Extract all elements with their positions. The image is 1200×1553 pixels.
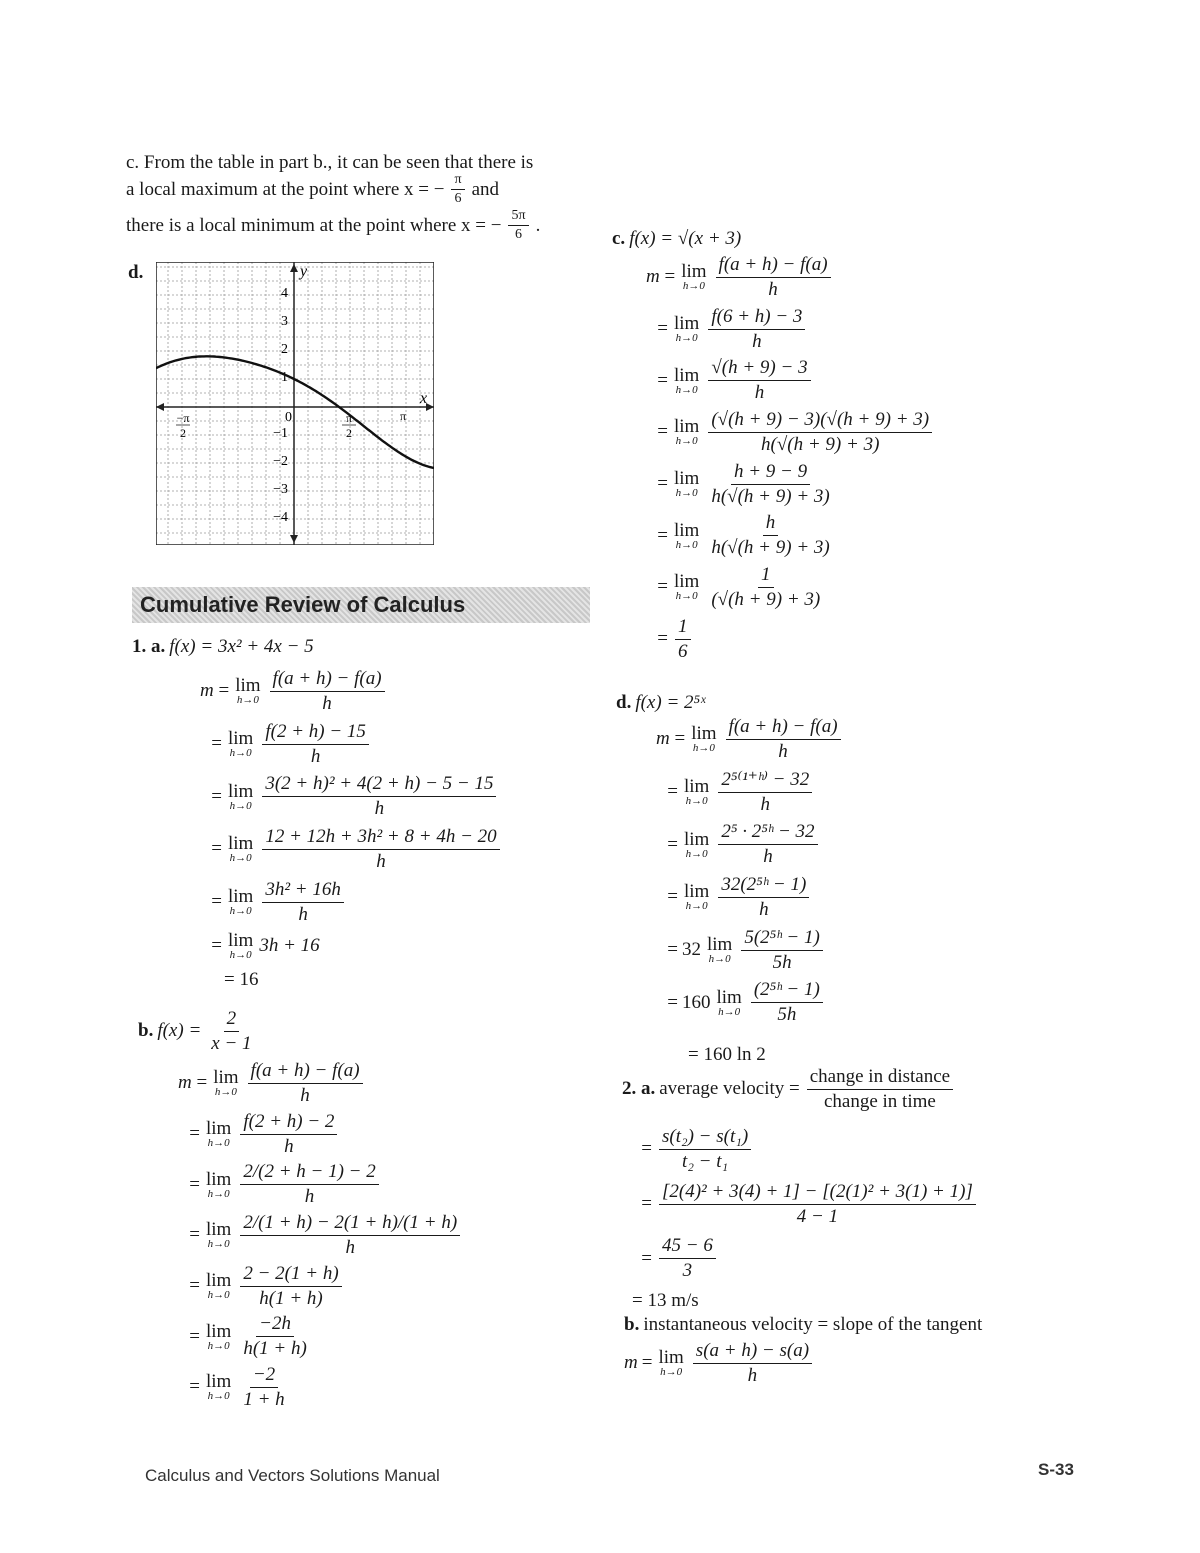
fraction: $\frac{-2}{1 + h}$ xyxy=(243,1364,285,1410)
section-banner: Cumulative Review of Calculus xyxy=(132,587,590,623)
limit: lim h→0 xyxy=(228,930,254,962)
y-axis-arrow-icon xyxy=(290,264,298,272)
derivation-line: = lim h→0 $\frac{2/(2 + h - 1) - 2}{h}$ xyxy=(178,1161,463,1208)
limit: lim h→0 xyxy=(658,1347,684,1379)
x-tick-label: 2 xyxy=(346,426,352,440)
part-c-line3: there is a local minimum at the point where x = − $\frac{5\pi}{6}$ . xyxy=(126,208,541,243)
fraction: $\frac{f(a + h) - f(a)}{h}$ xyxy=(270,668,385,715)
y-tick-label: −4 xyxy=(273,510,288,525)
derivation-line: = 160 lim h→0 $\frac{\text{(2⁵ʰ − 1)}}{5h}$ xyxy=(656,979,844,1026)
limit: lim h→0 xyxy=(228,886,254,918)
q2b-formula: m = lim h→0 $\frac{s(a + h) - s(a)}{h}$ xyxy=(624,1340,815,1387)
x-tick-label: 2 xyxy=(180,426,186,440)
y-tick-label: −1 xyxy=(273,426,288,441)
limit: lim h→0 xyxy=(674,416,700,448)
part-c-line2: a local maximum at the point where x = − $\frac{\pi}{6}$ and xyxy=(126,172,499,207)
q2b-header: b. instantaneous velocity = slope of the tangent xyxy=(624,1314,983,1335)
derivation-line: = lim h→0 $\frac{2 - 2(1 + h)}{h(1 + h)}$ xyxy=(178,1263,463,1310)
fraction: $\frac{\text{s(t₂) − s(t₁)}}{\text{t₂ − t₁}}$ xyxy=(659,1126,751,1173)
q1b-header: b. f(x) = $\frac{2}{x - 1}$ xyxy=(138,1008,258,1055)
limit: lim h→0 xyxy=(707,934,733,966)
derivation-line: = $\frac{\text{[2(4)² + 3(4) + 1] − [(2(1)² + 3(1) + 1)]}}{4 - 1}$ xyxy=(630,1181,979,1228)
derivation-line: = $\frac{\text{s(t₂) − s(t₁)}}{\text{t₂ − t₁}}$ xyxy=(630,1126,979,1173)
limit: lim h→0 xyxy=(684,776,710,808)
derivation-line: = lim h→0 $\frac{f(6 + h) - 3}{h}$ xyxy=(646,306,935,353)
x-axis-label: x xyxy=(420,390,428,407)
q2a-header: 2. a. average velocity = $\frac{\text{change in distance}}{\text{change in time}}$ xyxy=(622,1066,956,1113)
fraction: $\frac{h + 9 - 9}{h(√(h + 9) + 3)}$ xyxy=(711,460,830,507)
function-graph xyxy=(156,262,434,545)
q1c-header: c. f(x) = √(x + 3) xyxy=(612,228,742,249)
fraction: $\frac{\text{12 + 12h + 3h² + 8 + 4h − 20}}{h}$ xyxy=(262,826,499,873)
fraction: $\frac{f(a + h) - f(a)}{h}$ xyxy=(716,254,831,301)
derivation-line: = lim h→0 $\frac{\text{32(2⁵ʰ − 1)}}{h}$ xyxy=(656,874,844,921)
fraction: $\frac{h}{h(√(h + 9) + 3)}$ xyxy=(711,512,830,559)
limit: lim h→0 xyxy=(674,364,700,396)
fraction: $\frac{\text{3h² + 16h}}{h}$ xyxy=(262,879,344,926)
fraction: $\frac{2}{x - 1}$ xyxy=(211,1008,252,1054)
derivation-line: m = lim h→0 $\frac{f(a + h) - f(a)}{h}$ xyxy=(646,254,935,301)
fraction: $\frac{1}{(√(h + 9) + 3)}$ xyxy=(711,564,821,610)
limit: lim h→0 xyxy=(206,1168,232,1200)
derivation-line: m = lim h→0 $\frac{f(a + h) - f(a)}{h}$ xyxy=(178,1060,463,1107)
limit: lim h→0 xyxy=(674,468,700,500)
limit: lim h→0 xyxy=(228,780,254,812)
limit: lim h→0 xyxy=(716,986,742,1018)
fraction: $\frac{1}{6}$ xyxy=(675,616,691,663)
fraction: $\frac{\text{5(2⁵ʰ − 1)}}{5h}$ xyxy=(741,927,822,974)
fraction: $\frac{\pi}{6}$ xyxy=(451,172,464,207)
derivation-result: = 16 xyxy=(224,969,259,991)
x-axis-arrow-left-icon xyxy=(156,403,164,411)
limit: lim h→0 xyxy=(206,1371,232,1403)
derivation-line: = lim h→0 $\frac{\text{3h² + 16h}}{h}$ xyxy=(200,879,503,926)
limit: lim h→0 xyxy=(674,519,700,551)
fraction: $\frac{\text{[2(4)² + 3(4) + 1] − [(2(1)² + 3(1) + 1)]}}{4 - 1}$ xyxy=(659,1181,976,1228)
q1d-derivation xyxy=(656,716,844,1032)
y-tick-label: −2 xyxy=(273,454,288,469)
q2a-result: = 13 m/s xyxy=(632,1290,699,1311)
x-axis-arrow-icon xyxy=(426,403,434,411)
fraction: $\frac{\text{2⁵ · 2⁵ʰ − 32}}{h}$ xyxy=(718,821,817,868)
derivation-line: = lim h→0 $\frac{f(2 + h) - 2}{h}$ xyxy=(178,1111,463,1158)
derivation-line: m = lim h→0 $\frac{f(a + h) - f(a)}{h}$ xyxy=(200,668,503,715)
y-tick-label: 0 xyxy=(285,410,292,425)
grid xyxy=(156,262,434,545)
limit: lim h→0 xyxy=(684,828,710,860)
derivation-line: = $\frac{45 - 6}{3}$ xyxy=(630,1235,979,1282)
y-tick-label: 3 xyxy=(281,314,288,329)
limit: lim h→0 xyxy=(684,881,710,913)
q1d-result: = 160 ln 2 xyxy=(688,1044,766,1065)
fraction: $\frac{\text{2⁵⁽¹⁺ʰ⁾ − 32}}{h}$ xyxy=(718,769,812,816)
fraction: $\frac{f(a + h) - f(a)}{h}$ xyxy=(726,716,841,763)
fraction: $\frac{45 - 6}{3}$ xyxy=(659,1235,716,1282)
derivation-result: = $\frac{1}{6}$ xyxy=(646,616,935,663)
limit: lim h→0 xyxy=(206,1118,232,1150)
page-number: S-33 xyxy=(1038,1460,1074,1479)
derivation-line: = lim h→0 $\frac{\text{12 + 12h + 3h² + 8 + 4h − 20}}{h}$ xyxy=(200,826,503,873)
derivation-line: = lim h→0 $\frac{\text{2⁵ · 2⁵ʰ − 32}}{h}$ xyxy=(656,821,844,868)
y-tick-label: 2 xyxy=(281,342,288,357)
fraction: $\frac{f(a + h) - f(a)}{h}$ xyxy=(248,1060,363,1107)
derivation-line: = lim h→0 $\frac{-2h}{h(1 + h)}$ xyxy=(178,1313,463,1360)
derivation-line: = lim h→0 $\frac{2/(1 + h) - 2(1 + h)/(1 + h)}{h}$ xyxy=(178,1212,463,1259)
x-tick-label: π xyxy=(345,411,353,425)
q1a-derivation xyxy=(200,668,503,991)
limit: lim h→0 xyxy=(213,1067,239,1099)
fraction: $\frac{2/(2 + h - 1) - 2}{h}$ xyxy=(240,1161,378,1208)
limit: lim h→0 xyxy=(681,261,707,293)
fraction: $\frac{\text{3(2 + h)² + 4(2 + h) − 5 − 15}}{h}$ xyxy=(262,773,496,820)
fraction: $\frac{s(a + h) - s(a)}{h}$ xyxy=(693,1340,812,1387)
fraction: $\frac{f(2 + h) - 15}{h}$ xyxy=(262,721,369,768)
fraction: $\frac{√(h + 9) - 3}{h}$ xyxy=(708,357,810,404)
limit: lim h→0 xyxy=(228,728,254,760)
y-tick-label: −3 xyxy=(273,482,288,497)
y-axis-label: y xyxy=(300,263,308,280)
derivation-line: = lim h→0 $\frac{(√(h + 9) - 3)(√(h + 9) + 3)}{h(√(h + 9) + 3)}$ xyxy=(646,409,935,456)
derivation-line: = lim h→0 3h + 16 xyxy=(211,930,320,962)
fraction: $\frac{\text{32(2⁵ʰ − 1)}}{h}$ xyxy=(718,874,809,921)
limit: lim h→0 xyxy=(674,571,700,603)
derivation-line: = 32 lim h→0 $\frac{\text{5(2⁵ʰ − 1)}}{5h}$ xyxy=(656,927,844,974)
limit: lim h→0 xyxy=(674,313,700,345)
fraction: $\frac{f(6 + h) - 3}{h}$ xyxy=(708,306,805,353)
derivation-line: = lim h→0 $\frac{\text{3(2 + h)² + 4(2 + h) − 5 − 15}}{h}$ xyxy=(200,773,503,820)
derivation-line: = lim h→0 $\frac{-2}{1 + h}$ xyxy=(178,1364,463,1411)
limit: lim h→0 xyxy=(206,1270,232,1302)
fraction: $\frac{(√(h + 9) - 3)(√(h + 9) + 3)}{h(√(h + 9) + 3)}$ xyxy=(708,409,932,456)
footer-title: Calculus and Vectors Solutions Manual xyxy=(145,1466,440,1485)
derivation-line: = lim h→0 $\frac{√(h + 9) - 3}{h}$ xyxy=(646,357,935,404)
q1d-header: d. f(x) = 2⁵ˣ xyxy=(616,692,706,713)
limit: lim h→0 xyxy=(691,723,717,755)
q2a-derivation xyxy=(630,1126,979,1290)
derivation-line: = lim h→0 $\frac{\text{2⁵⁽¹⁺ʰ⁾ − 32}}{h}$ xyxy=(656,769,844,816)
derivation-line: = lim h→0 $\frac{h + 9 - 9}{h(√(h + 9) + 3)}$ xyxy=(646,461,935,508)
part-c-line1: c. From the table in part b., it can be seen that there is xyxy=(126,152,534,173)
q1c-derivation xyxy=(646,254,935,663)
derivation-line: = lim h→0 $\frac{1}{(√(h + 9) + 3)}$ xyxy=(646,564,935,611)
y-tick-label: 1 xyxy=(281,370,288,385)
x-tick-label: −π xyxy=(176,411,190,425)
fraction: $\frac{2/(1 + h) - 2(1 + h)/(1 + h)}{h}$ xyxy=(240,1212,460,1259)
fraction: $\frac{2 - 2(1 + h)}{h(1 + h)}$ xyxy=(240,1263,341,1310)
part-d-label: d. xyxy=(128,262,144,283)
fraction: $\frac{5\pi}{6}$ xyxy=(508,208,528,243)
y-axis-arrow-down-icon xyxy=(290,535,298,543)
limit: lim h→0 xyxy=(206,1219,232,1251)
derivation-line: m = lim h→0 $\frac{f(a + h) - f(a)}{h}$ xyxy=(656,716,844,763)
derivation-line: = lim h→0 $\frac{h}{h(√(h + 9) + 3)}$ xyxy=(646,512,935,559)
y-tick-label: 4 xyxy=(281,286,288,301)
y-tick-labels xyxy=(273,286,292,525)
limit: lim h→0 xyxy=(235,675,261,707)
q1a-header: 1. a. f(x) = 3x² + 4x − 5 xyxy=(132,636,314,657)
limit: lim h→0 xyxy=(206,1320,232,1352)
q1b-derivation xyxy=(178,1060,463,1415)
derivation-line: = lim h→0 $\frac{f(2 + h) - 15}{h}$ xyxy=(200,721,503,768)
fraction: $\frac{f(2 + h) - 2}{h}$ xyxy=(240,1111,337,1158)
x-tick-label: π xyxy=(399,409,407,423)
limit: lim h→0 xyxy=(228,833,254,865)
fraction: $\frac{\text{(2⁵ʰ − 1)}}{5h}$ xyxy=(751,979,823,1026)
fraction: $\frac{\text{change in distance}}{\text{change in time}}$ xyxy=(807,1066,953,1113)
fraction: $\frac{-2h}{h(1 + h)}$ xyxy=(243,1313,307,1360)
